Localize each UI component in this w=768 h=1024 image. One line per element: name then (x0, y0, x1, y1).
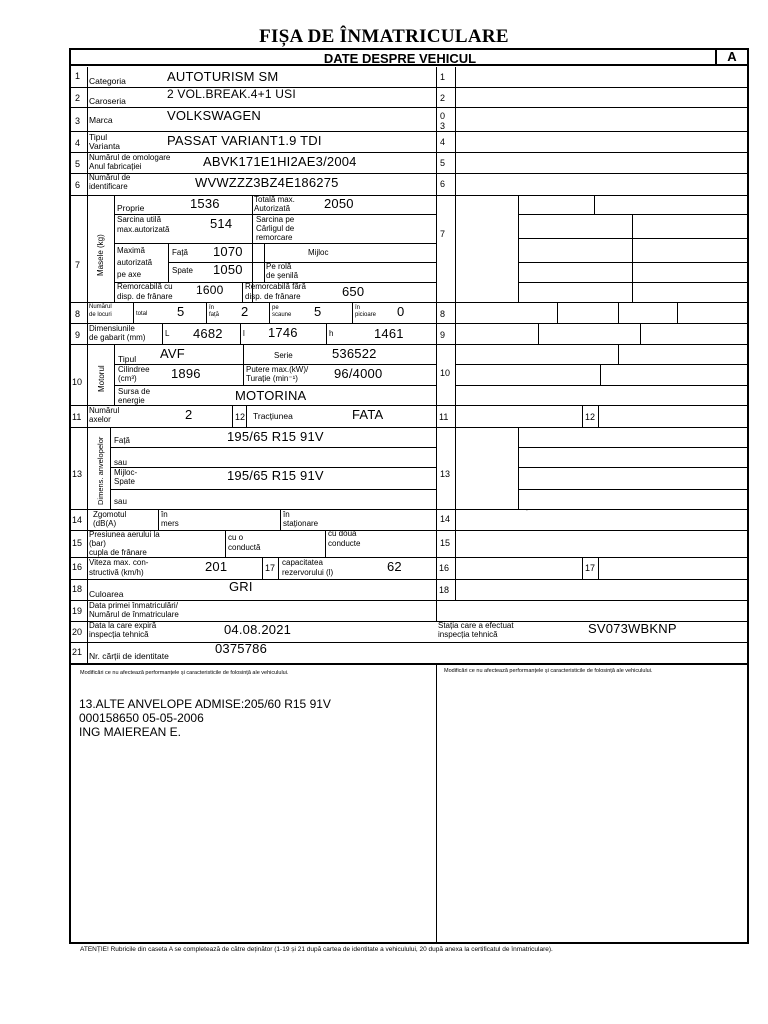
row-6-label-b: identificare (89, 182, 128, 191)
color-value: GRI (229, 579, 253, 594)
row-20-number: 20 (72, 627, 83, 637)
row-9-right-number: 9 (440, 330, 446, 340)
grid-line (518, 467, 749, 468)
rem-cu-label-b: disp. de frânare (117, 292, 173, 301)
grid-line (518, 238, 749, 239)
dim-length-value: 4682 (193, 326, 223, 341)
grid-line (278, 557, 279, 579)
row-4-value: PASSAT VARIANT1.9 TDI (167, 133, 322, 148)
grid-line (133, 302, 134, 323)
row-14-right-number: 14 (440, 514, 451, 524)
grid-line (594, 195, 595, 214)
row-1-value: AUTOTURISM SM (167, 69, 279, 84)
energy-source-label-b: energie (118, 396, 145, 405)
grid-line (110, 489, 436, 490)
sarcina-label-b: max.autorizată (117, 225, 170, 234)
seats-standing-label-b: picioare (355, 312, 377, 318)
noise-stationary-label-a: în (283, 510, 290, 519)
grid-line (455, 364, 749, 365)
row-14-tick-mark: ` (525, 508, 528, 518)
grid-line (110, 447, 436, 448)
proprie-label: Proprie (117, 203, 145, 213)
engine-type-label: Tipul (118, 354, 137, 364)
row-3-number: 3 (75, 116, 81, 126)
grid-line (618, 302, 619, 323)
row-21-number: 21 (72, 647, 83, 657)
row-10-right-number: 10 (440, 368, 451, 378)
seats-standing-value: 0 (397, 304, 405, 319)
rem-cu-value: 1600 (196, 283, 224, 297)
grid-line (262, 557, 263, 579)
dual-line-label-a: cu două (328, 529, 357, 538)
row-18-label: Culoarea (89, 589, 124, 599)
grid-line (455, 385, 749, 386)
fata-axle-value: 1070 (213, 244, 243, 259)
grid-line (69, 131, 749, 132)
inspection-station-label-b: inspecția tehnică (438, 630, 498, 639)
tank-capacity-label-a: capacitatea (282, 558, 323, 567)
carlig-label-c: remorcare (256, 233, 293, 242)
row-3-value: VOLKSWAGEN (167, 108, 261, 123)
row-1-number: 1 (75, 71, 81, 81)
grid-line (168, 262, 436, 263)
maxima-label-b: autorizată (117, 258, 153, 267)
noise-moving-label-b: mers (161, 519, 179, 528)
rem-cu-label-a: Remorcabilă cu (117, 282, 173, 291)
single-line-label-b: conductă (228, 543, 261, 552)
grid-line (114, 195, 115, 302)
grid-line (158, 509, 159, 530)
seats-front-value: 2 (241, 304, 249, 319)
grid-line (114, 385, 436, 386)
tire-front-value: 195/65 R15 91V (227, 429, 324, 444)
seats-seated-label-b: scaune (272, 312, 292, 318)
grid-line (69, 509, 749, 510)
row-15-number: 15 (72, 538, 83, 548)
row-1-right-number: 1 (440, 72, 446, 82)
row-15-label-a: Presiunea aerului la (89, 530, 160, 539)
row-2-label: Caroseria (89, 96, 126, 106)
dim-height-value: 1461 (374, 326, 404, 341)
grid-line (240, 323, 241, 344)
grid-line (69, 152, 749, 153)
proprie-value: 1536 (190, 196, 220, 211)
row-8-number: 8 (75, 309, 81, 319)
energy-source-label-a: Sursa de (118, 387, 151, 396)
grid-line (582, 405, 583, 427)
row-19-label-a: Data primei înmatriculări/ (89, 601, 178, 610)
carlig-label-a: Sarcina pe (256, 215, 295, 224)
engine-serial-value: 536522 (332, 346, 377, 361)
grid-line (110, 427, 111, 509)
row-11-label-a: Numărul (89, 406, 120, 415)
row-13-rotated-label: Dimens. anvelopelor (96, 436, 105, 505)
grid-line (206, 302, 207, 323)
grid-line (168, 243, 169, 282)
row-4-label-a: Tipul (89, 132, 108, 142)
seats-seated-value: 5 (314, 304, 322, 319)
rem-fara-value: 650 (342, 284, 365, 299)
mijloc-axle-label: Mijloc (308, 248, 329, 257)
grid-line (87, 67, 88, 663)
seats-front-label-a: în (209, 305, 215, 311)
row-14-number: 14 (72, 515, 83, 525)
row-20-label-a: Data la care expiră (89, 621, 157, 630)
section-header (69, 48, 749, 66)
grid-line (640, 323, 641, 344)
row-13-number: 13 (72, 469, 83, 479)
grid-line (326, 323, 327, 344)
sarcina-label-a: Sarcina utilă (117, 215, 162, 224)
grid-line (69, 579, 749, 580)
row-16-label-a: Viteza max. con- (89, 558, 149, 567)
grid-line (518, 262, 749, 263)
grid-line (557, 302, 558, 323)
row-6-right-number: 6 (440, 179, 446, 189)
row-3-right-number-a: 0 (440, 111, 446, 121)
row-8-label-a: Numărul (89, 304, 112, 310)
tire-rear-alt-label: sau (114, 497, 127, 506)
row-9-label-a: Dimensiunile (89, 324, 135, 333)
row-9-label-b: de gabarit (mm) (89, 333, 146, 342)
tire-rear-label-b: Spate (114, 477, 135, 486)
form-title: FIȘA DE ÎNMATRICULARE (259, 26, 509, 47)
dim-width-value: 1746 (268, 325, 298, 340)
tank-capacity-label-b: rezervorului (l) (282, 568, 334, 577)
row-2-value: 2 VOL.BREAK.4+1 USI (167, 87, 296, 101)
row-6-label-a: Numărul de (89, 173, 131, 182)
power-value: 96/4000 (334, 366, 383, 381)
grid-line (518, 489, 749, 490)
displacement-value: 1896 (171, 366, 201, 381)
grid-line (598, 557, 599, 579)
row-5-value: ABVK171E1HI2AE3/2004 (203, 154, 357, 169)
seats-seated-label-a: pe (272, 305, 279, 311)
engine-serial-label: Serie (274, 351, 293, 360)
row-7-number: 7 (75, 260, 81, 270)
row-1-label: Categoria (89, 76, 126, 86)
grid-line (455, 67, 456, 600)
grid-line (69, 642, 749, 643)
grid-line (69, 557, 749, 558)
rem-fara-label-a: Remorcabilă fără (245, 282, 306, 291)
dim-length-label: L (165, 329, 170, 338)
dual-line-label-b: conducte (328, 539, 361, 548)
row-5-number: 5 (75, 159, 81, 169)
spate-axle-value: 1050 (213, 262, 243, 277)
row-4-number: 4 (75, 138, 81, 148)
max-speed-value: 201 (205, 559, 228, 574)
row-20-label-b: inspecția tehnică (89, 630, 149, 639)
grid-line (518, 427, 519, 509)
row-17-right-number: 17 (585, 563, 596, 573)
grid-line (518, 282, 749, 283)
row-10-rotated-label: Motorul (97, 365, 106, 392)
seats-total-value: 5 (177, 304, 185, 319)
grid-line (69, 195, 749, 196)
grid-line (518, 214, 749, 215)
maxima-label-c: pe axe (117, 270, 142, 279)
grid-line (162, 323, 163, 344)
tire-rear-value: 195/65 R15 91V (227, 468, 324, 483)
totala-label-b: Autorizată (254, 204, 291, 213)
row-13-right-number: 13 (440, 469, 451, 479)
inspection-expiry-value: 04.08.2021 (224, 622, 292, 637)
power-label-b: Turație (min⁻¹) (246, 374, 298, 383)
row-17-number: 17 (265, 563, 276, 573)
row-9-number: 9 (75, 330, 81, 340)
row-16-label-b: structivă (km/h) (89, 568, 144, 577)
grid-line (242, 282, 243, 302)
engine-type-value: AVF (160, 346, 185, 361)
dim-height-label: h (329, 329, 334, 338)
row-4-right-number: 4 (440, 137, 446, 147)
grid-line (69, 344, 749, 345)
grid-line (264, 243, 265, 282)
row-16-right-number: 16 (439, 563, 450, 573)
noise-stationary-label-b: staționare (283, 519, 319, 528)
grid-line (538, 323, 539, 344)
inspection-station-label-a: Stația care a efectuat (438, 621, 514, 630)
grid-line (69, 323, 749, 324)
grid-line (225, 530, 226, 557)
grid-line (325, 530, 326, 557)
grid-line (243, 344, 244, 385)
grid-line (69, 173, 749, 174)
row-7-rotated-label: Masele (kg) (96, 234, 105, 276)
grid-line (69, 530, 749, 531)
grid-line (677, 302, 678, 323)
grid-line (598, 405, 599, 427)
grid-line (582, 557, 583, 579)
row-19-number: 19 (72, 606, 83, 616)
footer-note: ATENȚIE! Rubricile din caseta A se completează de către deținător (1-19 și 21 după cartea de identitate a vehiculului, 20 după anexa la certificatul de înmatriculare). (80, 946, 553, 953)
inspection-station-value: SV073WBKNP (588, 621, 677, 636)
row-11-right-number: 11 (439, 412, 449, 422)
row-2-right-number: 2 (440, 93, 446, 103)
seats-total-label: total (136, 311, 148, 317)
tire-front-label: Față (114, 436, 131, 445)
tire-rear-label-a: Mijloc- (114, 468, 138, 477)
row-2-number: 2 (75, 93, 81, 103)
noise-moving-label-a: în (161, 510, 168, 519)
section-header-title: DATE DESPRE VEHICUL (323, 51, 477, 66)
maxima-label-a: Maximă (117, 246, 146, 255)
row-18-number: 18 (72, 584, 83, 594)
row-15-label-c: cupla de frânare (89, 548, 147, 557)
notes-line-1: 13.ALTE ANVELOPE ADMISE:205/60 R15 91V (79, 697, 331, 711)
row-15-right-number: 15 (440, 538, 451, 548)
row-18-right-number: 18 (439, 585, 450, 595)
traction-label: Tracțiunea (253, 411, 293, 421)
row-5-label-b: Anul fabricației (89, 162, 142, 171)
row-12-right-number: 12 (585, 412, 596, 422)
row-15-label-b: (bar) (89, 539, 106, 548)
grid-line (232, 405, 233, 427)
id-card-value: 0375786 (215, 641, 268, 656)
row-12-number: 12 (235, 412, 246, 422)
senila-label-b: de șenilă (266, 271, 299, 280)
grid-line (632, 214, 633, 302)
row-21-label: Nr. cărții de identitate (89, 651, 169, 661)
row-7-right-number: 7 (440, 229, 446, 239)
displacement-label-a: Cilindree (118, 365, 150, 374)
displacement-label-b: (cm³) (118, 374, 137, 383)
row-10-number: 10 (72, 377, 83, 387)
notes-right-caption: Modificări ce nu afectează performanțele și caracteristicile de folosință ale vehiculului. (444, 668, 653, 674)
single-line-label-a: cu o (228, 533, 244, 542)
axles-value: 2 (185, 407, 193, 422)
senila-label-a: Pe rolă (266, 262, 292, 271)
rem-fara-label-b: disp. de frânare (245, 292, 301, 301)
fata-axle-label: Față (172, 248, 189, 257)
grid-line (69, 405, 749, 406)
totala-value: 2050 (324, 196, 354, 211)
row-3-label: Marca (89, 115, 113, 125)
grid-line (114, 344, 115, 405)
grid-line (518, 195, 519, 302)
grid-line (436, 663, 437, 943)
grid-line (69, 663, 749, 665)
power-label-a: Putere max.(kW)/ (246, 365, 309, 374)
sarcina-value: 514 (210, 216, 233, 231)
seats-standing-label-a: în (355, 305, 361, 311)
notes-line-3: ING MAIEREAN E. (79, 725, 182, 739)
grid-line (518, 447, 749, 448)
row-6-number: 6 (75, 180, 81, 190)
row-4-label-b: Varianta (89, 141, 121, 151)
row-19-label-b: Numărul de înmatriculare (89, 610, 179, 619)
row-3-right-number-b: 3 (440, 121, 446, 131)
dim-width-label: l (243, 329, 245, 338)
totala-label-a: Totală max. (254, 195, 295, 204)
tank-capacity-value: 62 (387, 559, 402, 574)
grid-line (352, 302, 353, 323)
row-14-label-b: (dB(A) (93, 519, 117, 528)
row-8-label-b: de locuri (89, 312, 112, 318)
row-16-number: 16 (72, 562, 83, 572)
notes-left-caption: Modificări ce nu afectează performanțele și caracteristicile de folosință ale vehiculului. (80, 670, 289, 676)
grid-line (618, 344, 619, 364)
carlig-label-b: Cârligul de (256, 224, 295, 233)
notes-line-2: 000158650 05-05-2006 (79, 711, 204, 725)
seats-front-label-b: față (209, 312, 220, 318)
row-11-label-b: axelor (89, 415, 111, 424)
traction-value: FATA (352, 407, 384, 422)
row-6-value: WVWZZZ3BZ4E186275 (195, 175, 339, 190)
form-frame (69, 66, 749, 944)
row-11-number: 11 (72, 412, 82, 422)
row-5-right-number: 5 (440, 158, 446, 168)
tire-front-alt-label: sau (114, 458, 127, 467)
energy-source-value: MOTORINA (235, 388, 307, 403)
grid-line (246, 405, 247, 427)
row-8-right-number: 8 (440, 309, 446, 319)
grid-line (269, 302, 270, 323)
grid-line (69, 427, 749, 428)
grid-line (69, 302, 749, 303)
row-5-label-a: Numărul de omologare (89, 153, 171, 162)
grid-line (114, 243, 436, 244)
grid-line (280, 509, 281, 530)
grid-line (600, 364, 601, 385)
row-14-label-a: Zgomotul (93, 510, 127, 519)
section-letter: A (715, 48, 747, 66)
spate-axle-label: Spate (172, 266, 193, 275)
